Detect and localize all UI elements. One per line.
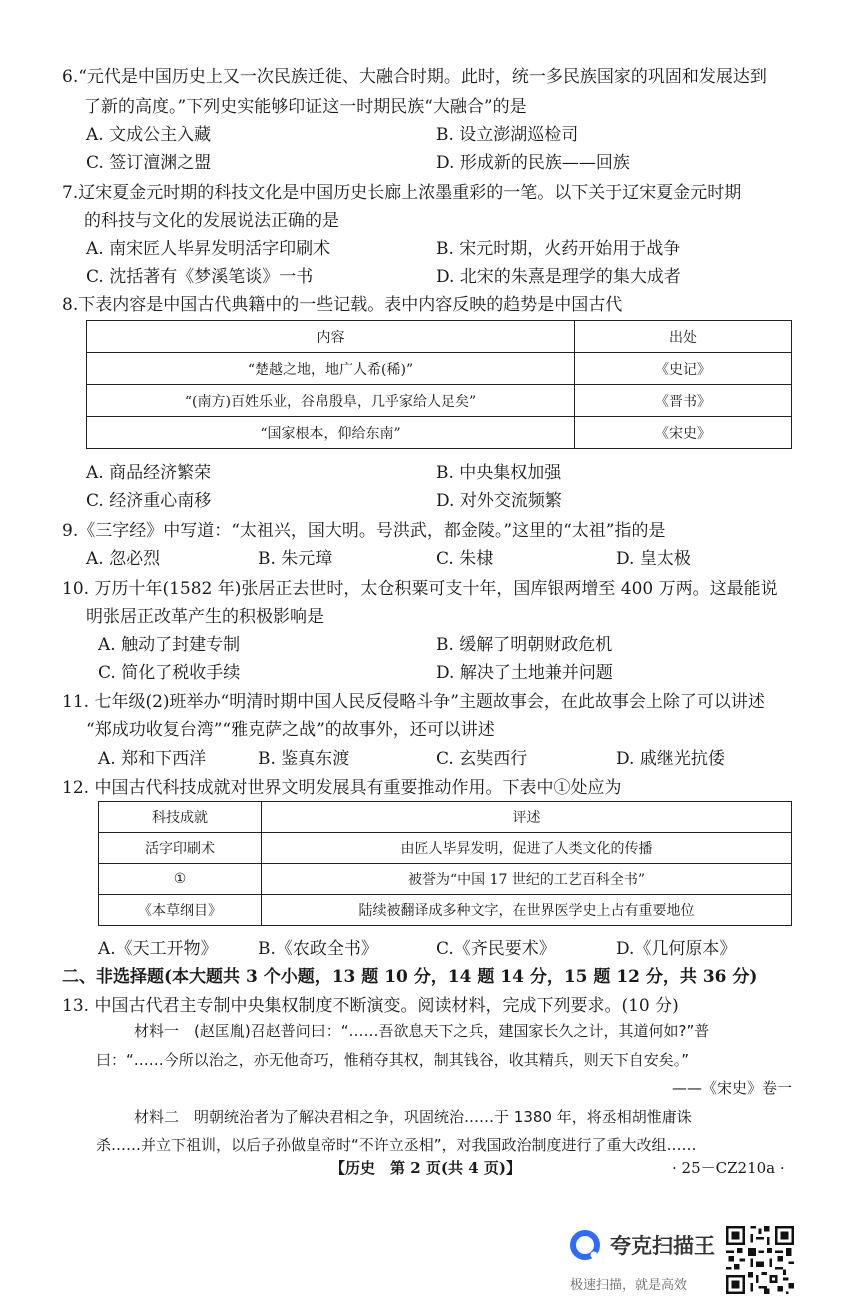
q12-table-cell: 《本草纲目》	[99, 895, 262, 926]
page-footer-page-number: 【历史 第 2 页(共 4 页)】	[330, 1159, 521, 1177]
q10-option-c: C. 简化了税收手续	[98, 663, 241, 683]
q8-option-c: C. 经济重心南移	[86, 491, 212, 511]
q13-stem: 13. 中国古代君主专制中央集权制度不断演变。阅读材料，完成下列要求。(10 分)	[62, 996, 679, 1016]
q11-option-c: C. 玄奘西行	[436, 749, 528, 769]
q11-option-b: B. 鉴真东渡	[258, 749, 350, 769]
q6-option-a: A. 文成公主入藏	[86, 125, 212, 145]
q7-stem-line1: 7.辽宋夏金元时期的科技文化是中国历史长廊上浓墨重彩的一笔。以下关于辽宋夏金元时期	[62, 183, 742, 203]
q12-option-a: A.《天工开物》	[98, 939, 218, 959]
q12-option-b: B.《农政全书》	[258, 939, 378, 959]
q7-option-b: B. 宋元时期，火药开始用于战争	[436, 239, 681, 259]
q12-table-cell: 陆续被翻译成多种文字，在世界医学史上占有重要地位	[262, 895, 792, 926]
q11-option-d: D. 戚继光抗倭	[616, 749, 725, 769]
q6-stem-line1: 6.“元代是中国历史上又一次民族迁徙、大融合时期。此时，统一多民族国家的巩固和发展达到	[62, 67, 767, 87]
q9-option-c: C. 朱棣	[436, 549, 494, 569]
q8-table-cell: “国家根本，仰给东南”	[87, 417, 575, 449]
q8-option-b: B. 中央集权加强	[436, 463, 562, 483]
scanner-watermark	[568, 1228, 718, 1292]
q8-table-cell: 《史记》	[575, 353, 792, 385]
q8-table-cell: “(南方)百姓乐业，谷帛殷阜，几乎家给人足矣”	[87, 385, 575, 417]
q12-table-cell: ①	[99, 864, 262, 895]
table-row	[99, 864, 792, 895]
q12-table-cell: 活字印刷术	[99, 833, 262, 864]
q8-table-header-content: 内容	[87, 321, 575, 353]
q12-option-c: C.《齐民要术》	[436, 939, 556, 959]
q9-option-a: A. 忽必烈	[86, 549, 161, 569]
q8-table-header-source: 出处	[575, 321, 792, 353]
q11-option-a: A. 郑和下西洋	[98, 749, 207, 769]
q12-table-header-achievement: 科技成就	[99, 802, 262, 833]
scanner-slogan: 极速扫描，就是高效	[570, 1278, 688, 1293]
page-footer-code: · 25－CZ210a ·	[672, 1159, 785, 1177]
q8-table	[86, 320, 792, 449]
q10-option-b: B. 缓解了明朝财政危机	[436, 635, 613, 655]
scanner-app-name: 夸克扫描王	[610, 1234, 715, 1258]
q12-table-cell: 被誉为“中国 17 世纪的工艺百科全书”	[262, 864, 792, 895]
q10-option-d: D. 解决了土地兼并问题	[436, 663, 613, 683]
q13-material-1-line2: 曰：“……今所以治之，亦无他奇巧，惟稍夺其权，制其钱谷，收其精兵，则天下自安矣。”	[96, 1051, 690, 1069]
q9-stem: 9.《三字经》中写道：“太祖兴，国大明。号洪武，都金陵。”这里的“太祖”指的是	[62, 521, 666, 541]
q12-stem: 12. 中国古代科技成就对世界文明发展具有重要推动作用。下表中①处应为	[62, 778, 622, 798]
q8-table-cell: “楚越之地，地广人希(稀)”	[87, 353, 575, 385]
table-row	[87, 385, 792, 417]
q8-option-d: D. 对外交流频繁	[436, 491, 562, 511]
q11-stem-line2: “郑成功收复台湾”“雅克萨之战”的故事外，还可以讲述	[86, 720, 495, 740]
table-row	[99, 833, 792, 864]
q12-option-d: D.《几何原本》	[616, 939, 737, 959]
q10-stem-line2: 明张居正改革产生的积极影响是	[86, 607, 324, 627]
table-row	[87, 417, 792, 449]
q7-stem-line2: 的科技与文化的发展说法正确的是	[84, 211, 339, 231]
q8-option-a: A. 商品经济繁荣	[86, 463, 212, 483]
q6-stem-line2: 了新的高度。”下列史实能够印证这一时期民族“大融合”的是	[84, 97, 527, 117]
q9-option-d: D. 皇太极	[616, 549, 691, 569]
q8-stem: 8.下表内容是中国古代典籍中的一些记载。表中内容反映的趋势是中国古代	[62, 295, 623, 315]
q9-option-b: B. 朱元璋	[258, 549, 333, 569]
q6-option-c: C. 签订澶渊之盟	[86, 153, 212, 173]
q13-material-1-source: ——《宋史》卷一	[672, 1079, 793, 1097]
qr-code-icon	[726, 1226, 794, 1294]
q11-stem-line1: 11. 七年级(2)班举办“明清时期中国人民反侵略斗争”主题故事会，在此故事会上除了可以讲述	[62, 692, 765, 712]
q13-material-1-line1: 材料一 (赵匡胤)召赵普问曰：“……吾欲息天下之兵，建国家长久之计，其道何如?”普	[134, 1022, 710, 1040]
q7-option-a: A. 南宋匠人毕昇发明活字印刷术	[86, 239, 331, 259]
q13-material-2-line1: 材料二 明朝统治者为了解决君相之争，巩固统治……于 1380 年，将丞相胡惟庸诛	[134, 1108, 692, 1126]
q7-option-d: D. 北宋的朱熹是理学的集大成者	[436, 267, 681, 287]
scanner-logo-icon	[568, 1228, 602, 1262]
q10-option-a: A. 触动了封建专制	[98, 635, 241, 655]
q13-material-2-line2: 杀……并立下祖训，以后子孙做皇帝时“不许立丞相”，对我国政治制度进行了重大改组……	[96, 1136, 697, 1154]
q6-option-b: B. 设立澎湖巡检司	[436, 125, 579, 145]
table-row	[99, 895, 792, 926]
section-2-heading: 二、非选择题(本大题共 3 个小题，13 题 10 分，14 题 14 分，15 题 12 分，共 36 分)	[62, 967, 758, 987]
q7-option-c: C. 沈括著有《梦溪笔谈》一书	[86, 267, 314, 287]
q12-table	[98, 801, 792, 926]
q6-option-d: D. 形成新的民族——回族	[436, 153, 630, 173]
q12-table-header-comment: 评述	[262, 802, 792, 833]
table-row	[87, 353, 792, 385]
q12-table-cell: 由匠人毕昇发明，促进了人类文化的传播	[262, 833, 792, 864]
q8-table-cell: 《晋书》	[575, 385, 792, 417]
q8-table-cell: 《宋史》	[575, 417, 792, 449]
q10-stem-line1: 10. 万历十年(1582 年)张居正去世时，太仓积粟可支十年，国库银两增至 400 万两。这最能说	[62, 579, 778, 599]
